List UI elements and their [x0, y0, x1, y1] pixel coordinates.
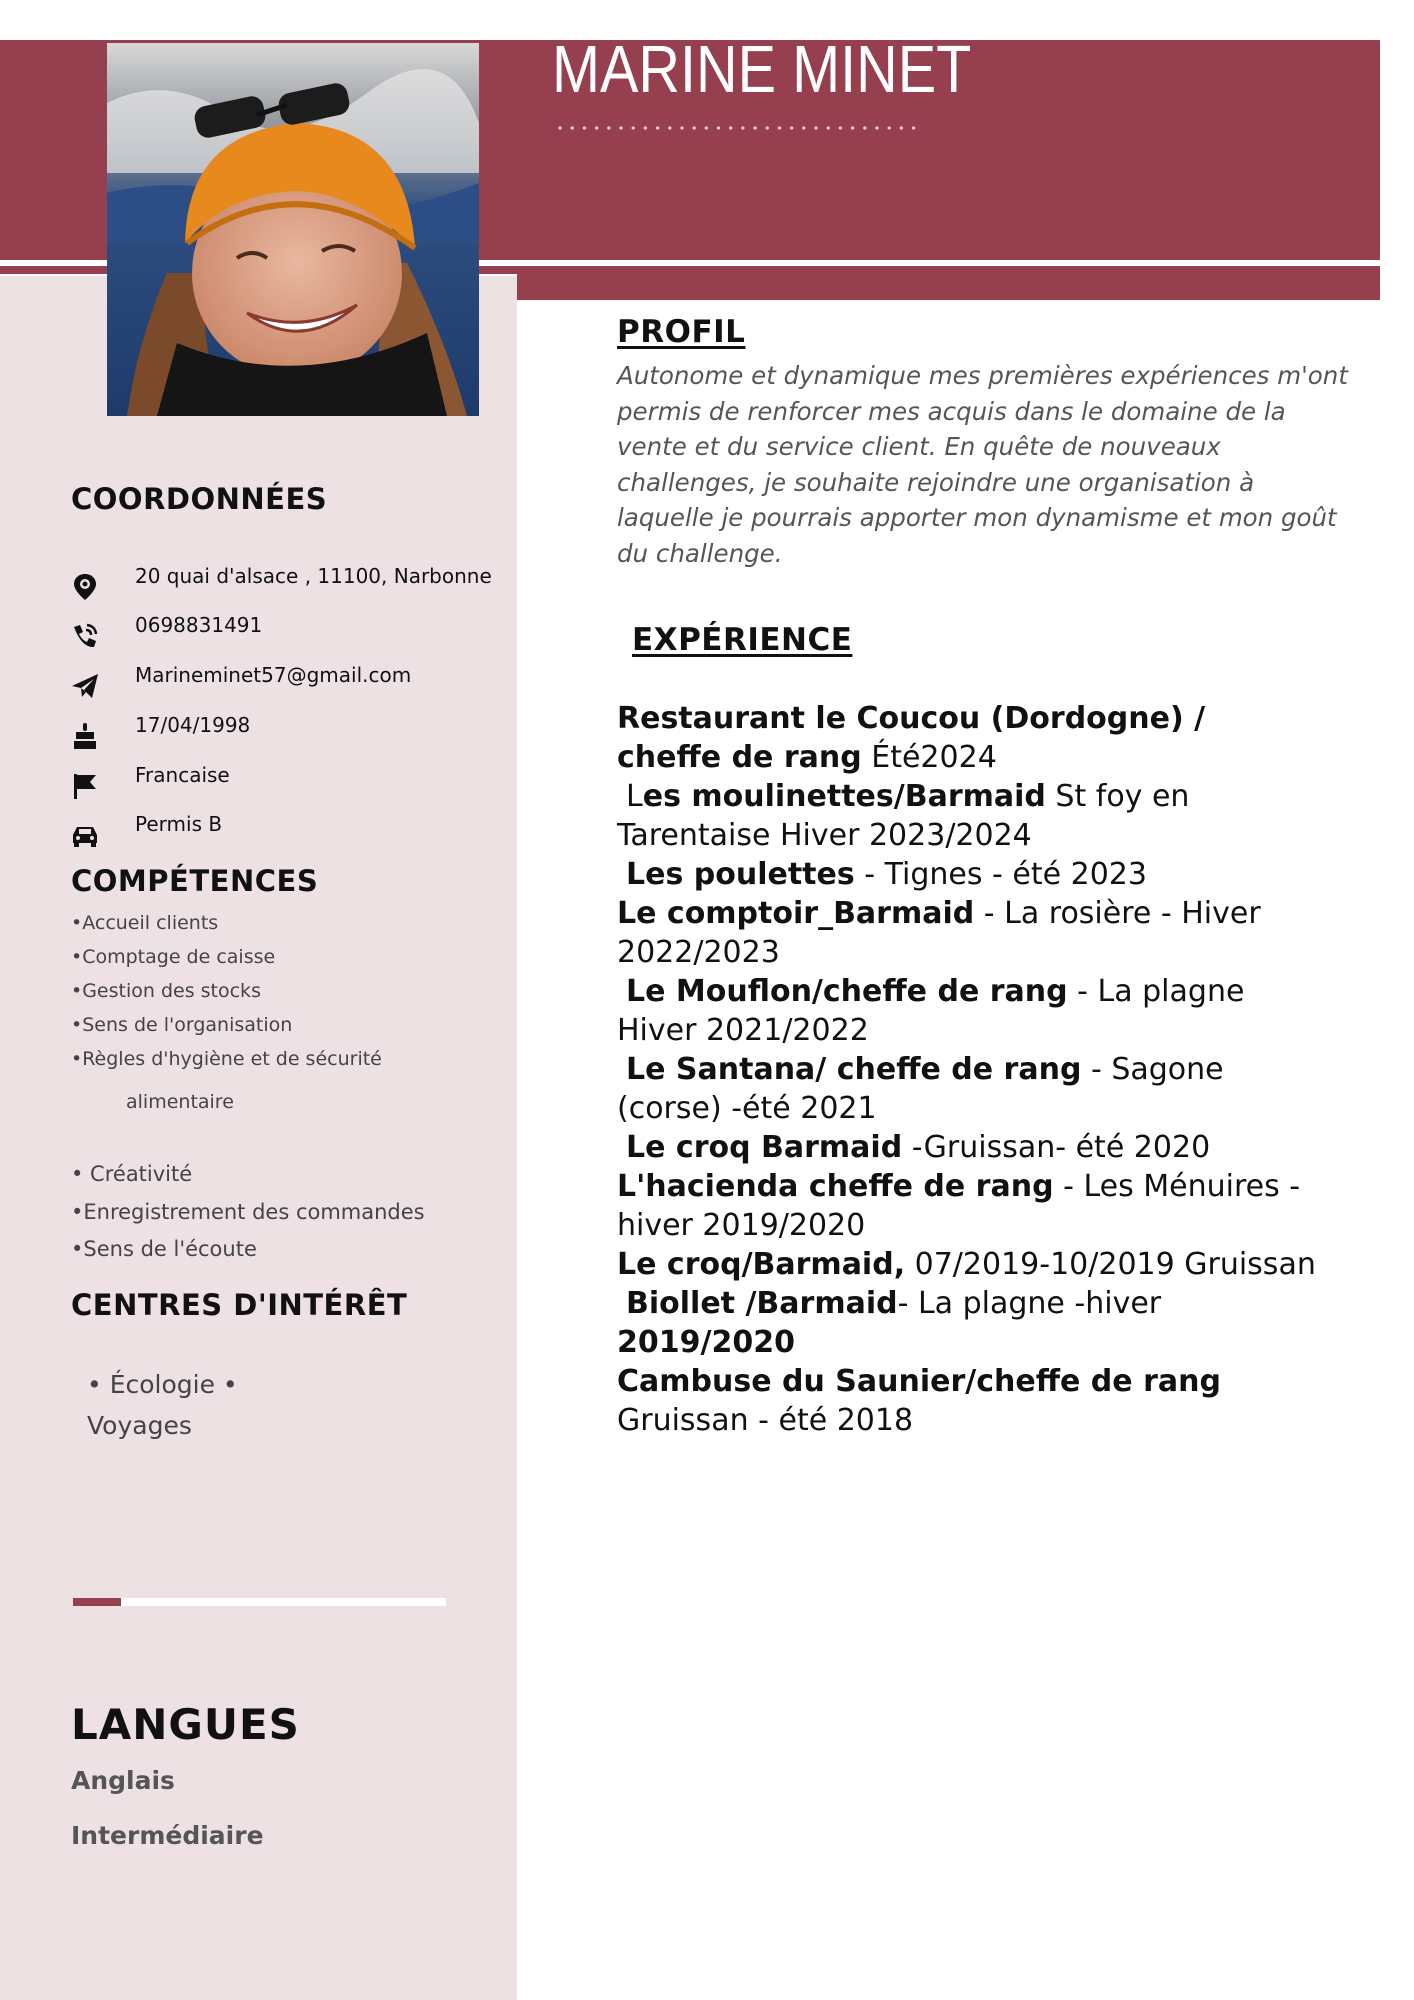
experience-details: 07/2019-10/2019 Gruissan: [905, 1247, 1316, 1282]
skill-item: •Gestion des stocks: [71, 980, 261, 1002]
skill-item: •Enregistrement des commandes: [71, 1200, 425, 1224]
experience-employer: Le Mouflon/cheffe de rang: [626, 974, 1068, 1009]
skill-item: •Sens de l'organisation: [71, 1014, 293, 1036]
contact-email-text: Marineminet57@gmail.com: [135, 663, 412, 687]
experience-employer: Le Santana/ cheffe de rang: [626, 1052, 1082, 1087]
experience-entry: [617, 1050, 1317, 1128]
experience-title: EXPÉRIENCE: [632, 622, 853, 658]
experience-employer: Le croq/Barmaid,: [617, 1247, 906, 1282]
profile-title: PROFIL: [617, 314, 746, 350]
contact-email: [70, 663, 500, 707]
experience-entry: [617, 1245, 1317, 1284]
languages-title: LANGUES: [71, 1700, 300, 1749]
experience-entry: [617, 855, 1317, 894]
experience-list: [617, 699, 1317, 1440]
skill-item: •Comptage de caisse: [71, 946, 276, 968]
contact-address: [70, 564, 500, 608]
birthday-cake-icon: [70, 721, 100, 751]
skill-item: alimentaire: [126, 1091, 234, 1113]
profile-text: Autonome et dynamique mes premières expériences m'ont permis de renforcer mes acquis dans le domaine de la vente et du service client. En quête de nouveaux challenges, je souhaite rejoindre une organisation à laquelle je pourrais apporter mon dynamisme et mon goût du challenge.: [617, 361, 1348, 568]
experience-employer: es moulinettes/Barmaid: [642, 779, 1046, 814]
profile-photo: [107, 43, 479, 416]
language-name: Anglais: [71, 1766, 175, 1795]
experience-entry: [617, 699, 1317, 777]
experience-details: - Tignes - été 2023: [854, 857, 1147, 892]
contact-nationality: [70, 763, 500, 807]
contact-title: COORDONNÉES: [71, 482, 328, 516]
experience-details: Été2024: [861, 740, 997, 775]
experience-entry: [617, 1128, 1317, 1167]
name-dotted-underline: [554, 126, 919, 130]
contact-phone: [70, 613, 500, 657]
skill-item: • Créativité: [71, 1162, 193, 1186]
skill-item: •Sens de l'écoute: [71, 1237, 257, 1261]
location-pin-icon: [70, 572, 100, 602]
language-level-fill: [73, 1598, 121, 1606]
experience-details: - La rosière - Hiver 2022/2023: [617, 896, 1261, 970]
experience-details: - Sagone (corse) -été 2021: [617, 1052, 1224, 1126]
experience-entry-prefix: L: [626, 779, 643, 814]
car-icon: [70, 820, 100, 850]
experience-details: - La plagne Hiver 2021/2022: [617, 974, 1245, 1048]
interests-title: CENTRES D'INTÉRÊT: [71, 1288, 408, 1322]
experience-period: 2019/2020: [617, 1325, 795, 1360]
experience-entry: [617, 972, 1317, 1050]
experience-employer: Le comptoir_Barmaid: [617, 896, 975, 931]
contact-birthdate-text: 17/04/1998: [135, 713, 251, 737]
experience-employer: Le croq Barmaid: [626, 1130, 903, 1165]
interest-line: Voyages: [87, 1411, 192, 1440]
experience-details: Gruissan - été 2018: [617, 1403, 914, 1438]
contact-address-text: 20 quai d'alsace , 11100, Narbonne: [135, 564, 492, 588]
experience-details: - Les Ménuires - hiver 2019/2020: [617, 1169, 1301, 1243]
experience-employer: Cambuse du Saunier/cheffe de rang: [617, 1364, 1221, 1399]
paper-plane-icon: [70, 671, 100, 701]
contact-nationality-text: Francaise: [135, 763, 230, 787]
language-level: Intermédiaire: [71, 1821, 264, 1850]
experience-details: -Gruissan- été 2020: [902, 1130, 1211, 1165]
header-accent-bar: [517, 274, 1380, 300]
skill-item: •Accueil clients: [71, 912, 219, 934]
experience-entry: [617, 1167, 1317, 1245]
experience-entry: [617, 894, 1317, 972]
experience-details: St foy en Tarentaise Hiver 2023/2024: [617, 779, 1190, 853]
phone-icon: [70, 621, 100, 651]
experience-employer: Biollet /Barmaid: [626, 1286, 898, 1321]
language-level-bar: [73, 1598, 446, 1606]
flag-icon: [70, 771, 100, 801]
candidate-name: MARINE MINET: [552, 32, 972, 107]
contact-phone-text: 0698831491: [135, 613, 263, 637]
skill-item: •Règles d'hygiène et de sécurité: [71, 1048, 382, 1070]
experience-entry: [617, 1284, 1317, 1362]
experience-employer: Restaurant le Coucou (Dordogne) / cheffe de rang: [617, 701, 1206, 775]
experience-entry: [617, 1362, 1317, 1440]
interest-line: • Écologie •: [87, 1370, 238, 1399]
experience-employer: L'hacienda cheffe de rang: [617, 1169, 1054, 1204]
experience-details: - La plagne -hiver: [897, 1286, 1162, 1321]
experience-employer: Les poulettes: [626, 857, 855, 892]
contact-license: [70, 812, 500, 856]
contact-license-text: Permis B: [135, 812, 223, 836]
skills-title: COMPÉTENCES: [71, 864, 319, 898]
contact-birthdate: [70, 713, 500, 757]
experience-entry: [617, 777, 1317, 855]
